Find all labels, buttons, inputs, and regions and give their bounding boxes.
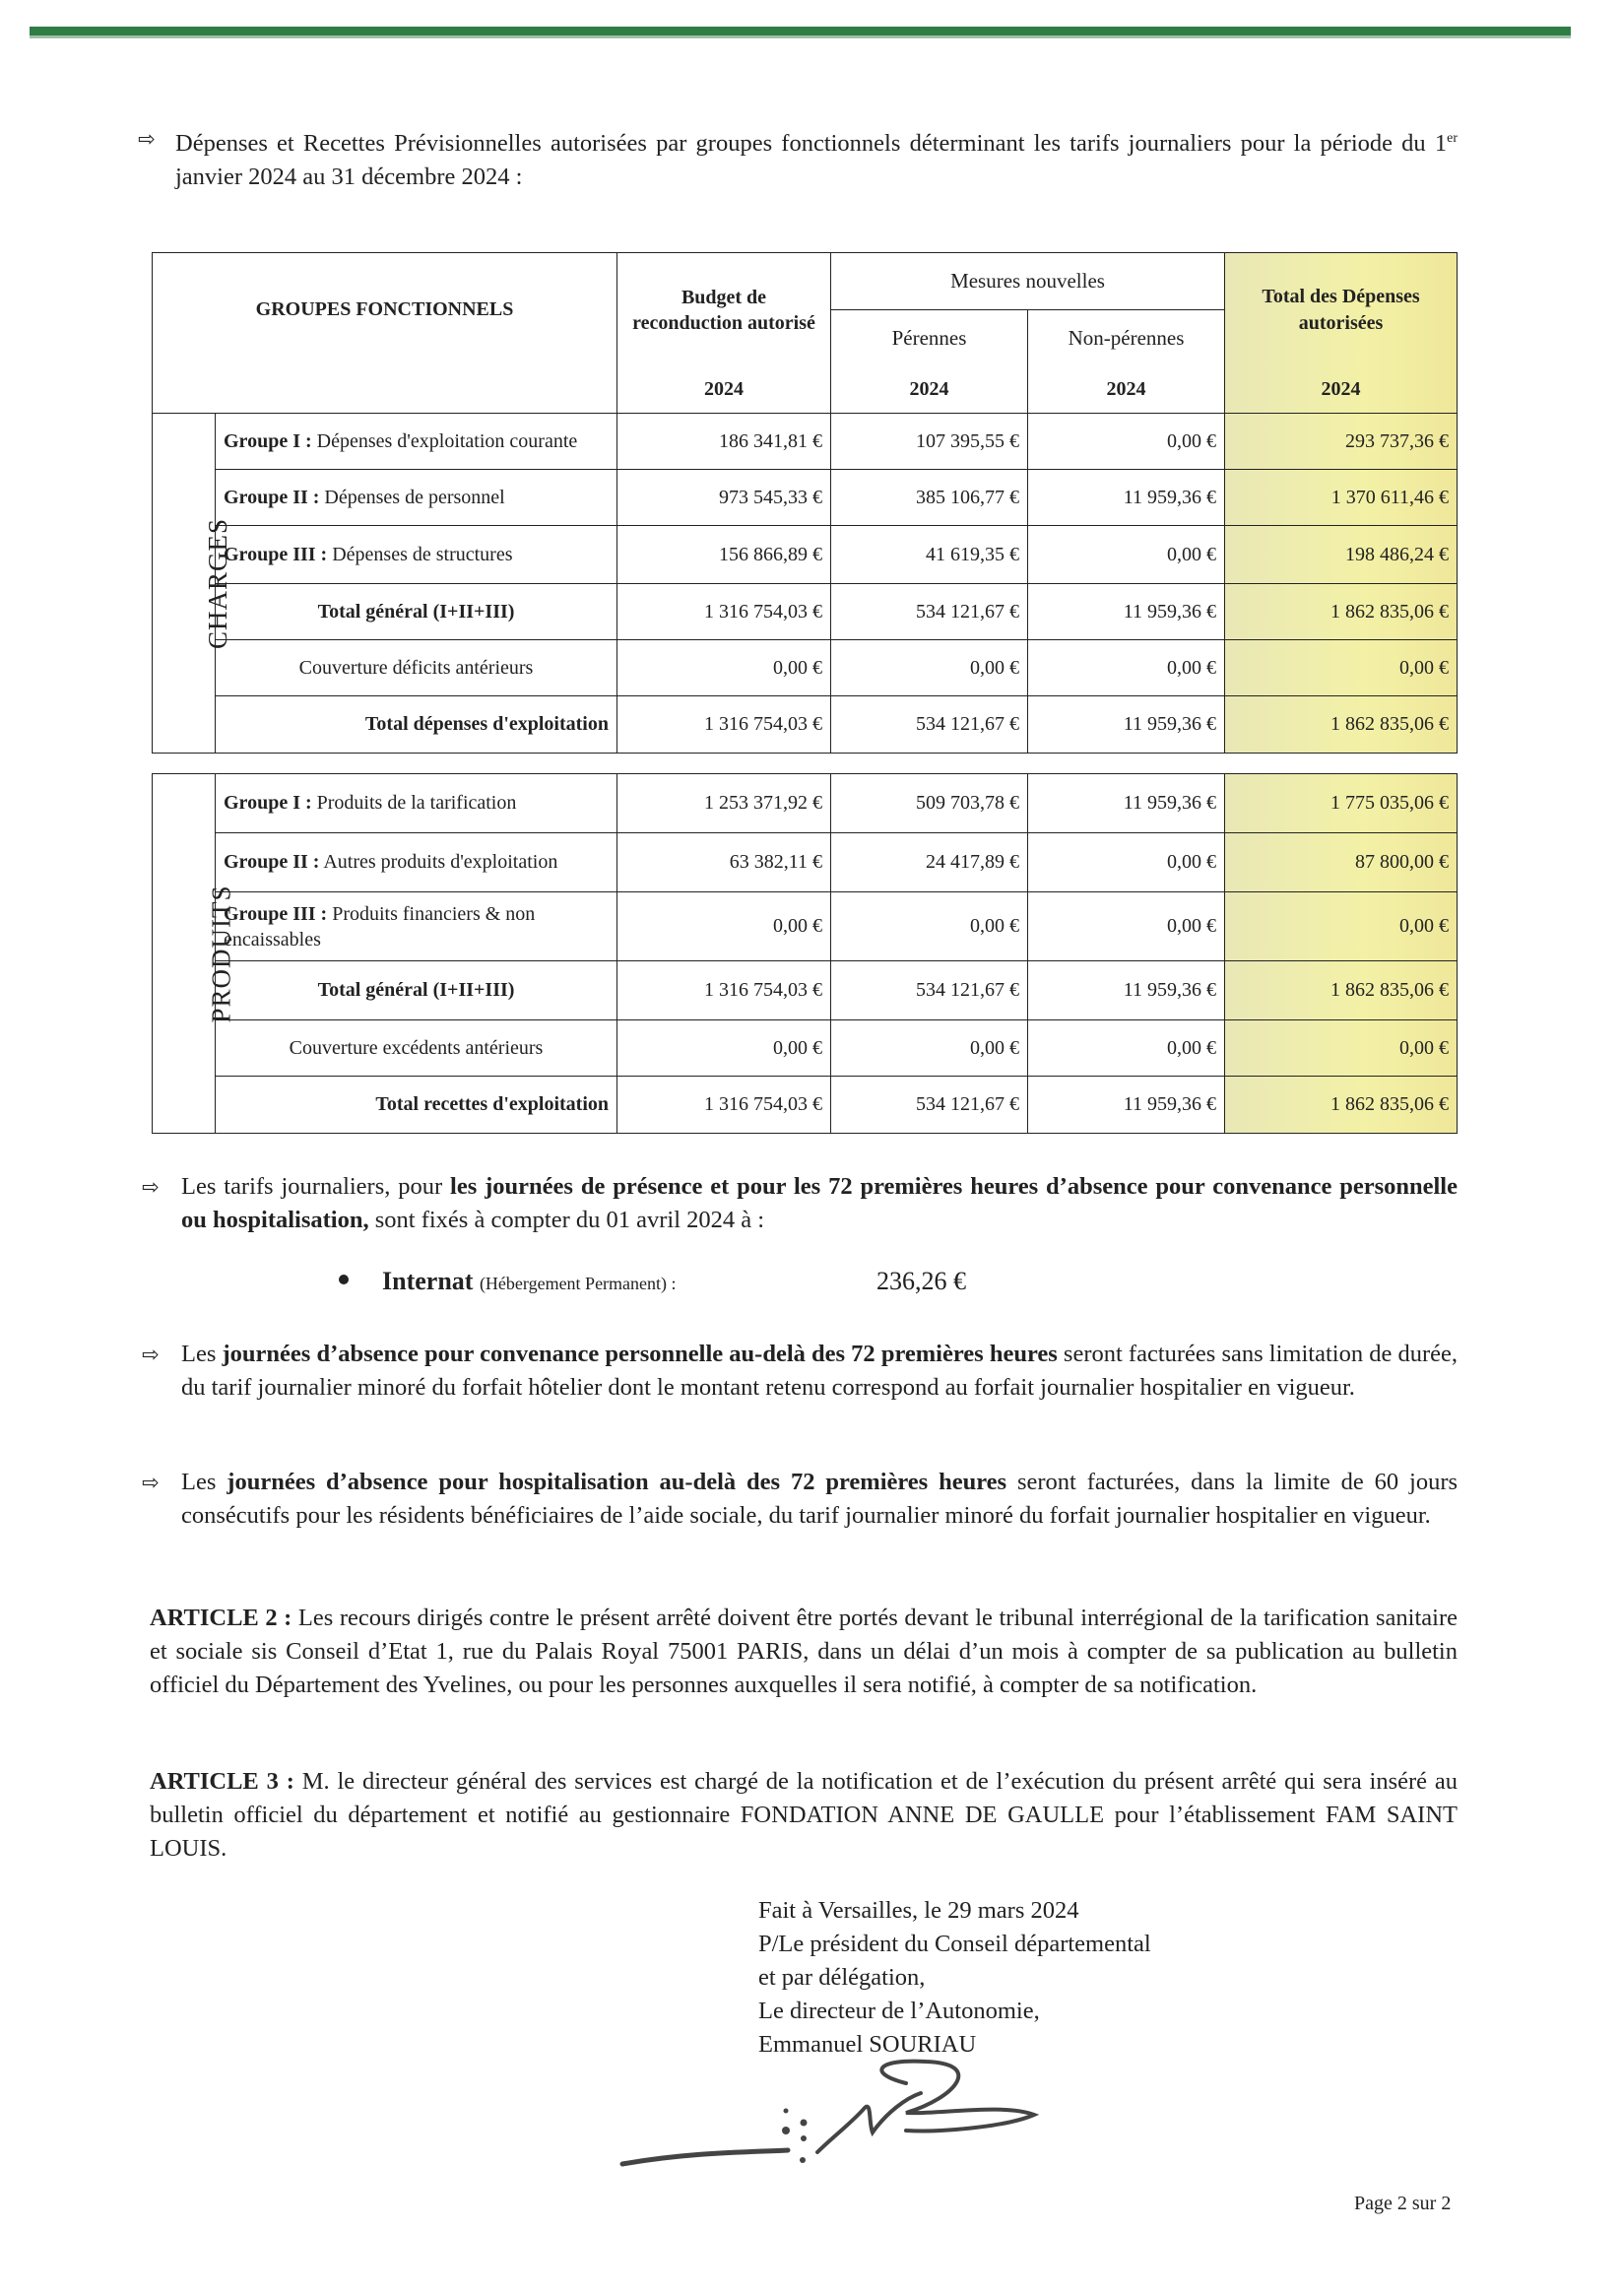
arrow-icon: ⇨ xyxy=(142,1471,160,1494)
groups-header: GROUPES FONCTIONNELS xyxy=(153,253,617,367)
arrow-icon: ⇨ xyxy=(142,1175,160,1199)
table-row: Couverture excédents antérieurs 0,00 € 0,00 € 0,00 € 0,00 € xyxy=(153,1020,1458,1077)
header-bar-shadow xyxy=(30,35,1571,38)
mesures-header: Mesures nouvelles xyxy=(831,253,1225,310)
budget-table xyxy=(152,252,1458,1134)
page-number: Page 2 sur 2 xyxy=(1354,2193,1452,2214)
budget-header: Budget de reconduction autorisé xyxy=(617,253,831,367)
arrow-icon: ⇨ xyxy=(138,127,156,151)
absence-convenance-paragraph: ⇨ Les journées d’absence pour convenance personnelle au-delà des 72 premières heures seront facturées sans limitation de durée, du tarif journalier minoré du forfait hôtelier dont le montant retenu correspond au forfait journalier hospitalier en vigueur. xyxy=(181,1338,1458,1405)
table-row: Couverture déficits antérieurs 0,00 € 0,00 € 0,00 € 0,00 € xyxy=(153,640,1458,696)
year-cell: 2024 xyxy=(617,367,831,414)
header-bar xyxy=(30,27,1571,35)
bullet-icon xyxy=(339,1275,349,1284)
table-row: Total dépenses d'exploitation 1 316 754,03 € 534 121,67 € 11 959,36 € 1 862 835,06 € xyxy=(153,696,1458,754)
article-2: ARTICLE 2 : Les recours dirigés contre le présent arrêté doivent être portés devant le tribunal interrégional de la tarification sanitaire et sociale sis Conseil d’Etat 1, rue du Palais Royal 75001 PARIS, dans un délai d’un mois à compter de sa publication au bulletin officiel du Département des Yvelines, ou pour les personnes auxquelles il sera notifié, à compter de sa notification. xyxy=(150,1605,1458,1698)
year-cell: 2024 xyxy=(1225,367,1458,414)
table-row: Groupe II : Dépenses de personnel 973 545,33 € 385 106,77 € 11 959,36 € 1 370 611,46 € xyxy=(153,470,1458,526)
article-3: ARTICLE 3 : M. le directeur général des services est chargé de la notification et de l’exécution du présent arrêté qui sera inséré au bulletin officiel du département et notifié au gestionnaire FONDATION ANNE DE GAULLE pour l’établissement FAM SAINT LOUIS. xyxy=(150,1768,1458,1862)
perennes-header: Pérennes xyxy=(831,310,1028,367)
table-row: Total général (I+II+III) 1 316 754,03 € 534 121,67 € 11 959,36 € 1 862 835,06 € xyxy=(153,961,1458,1020)
table-row: Groupe II : Autres produits d'exploitation 63 382,11 € 24 417,89 € 0,00 € 87 800,00 € xyxy=(153,833,1458,892)
handwritten-signature xyxy=(611,2054,1044,2177)
table-row: Total général (I+II+III) 1 316 754,03 € 534 121,67 € 11 959,36 € 1 862 835,06 € xyxy=(153,584,1458,640)
table-row: Total recettes d'exploitation 1 316 754,03 € 534 121,67 € 11 959,36 € 1 862 835,06 € xyxy=(153,1077,1458,1134)
produits-label: PRODUITS xyxy=(153,774,216,1134)
internat-value: 236,26 € xyxy=(876,1267,966,1295)
years-row xyxy=(153,367,1458,414)
non-perennes-header: Non-pérennes xyxy=(1028,310,1225,367)
table-row: PRODUITS Groupe I : Produits de la tarification 1 253 371,92 € 509 703,78 € 11 959,36 € 1 775 035,06 € xyxy=(153,774,1458,833)
table-header-row xyxy=(153,253,1458,310)
charges-label: CHARGES xyxy=(153,414,216,754)
arrow-icon: ⇨ xyxy=(142,1343,160,1366)
signature-block: Fait à Versailles, le 29 mars 2024 P/Le président du Conseil départemental et par délégation, Le directeur de l’Autonomie, Emmanuel SOURIAU xyxy=(758,1897,1151,2058)
table-row: Groupe III : Produits financiers & non encaissables 0,00 € 0,00 € 0,00 € 0,00 € xyxy=(153,892,1458,961)
intro-paragraph: ⇨ Dépenses et Recettes Prévisionnelles autorisées par groupes fonctionnels déterminant les tarifs journaliers pour la période du 1er janvier 2024 au 31 décembre 2024 : xyxy=(175,122,1458,194)
table-row: Groupe III : Dépenses de structures 156 866,89 € 41 619,35 € 0,00 € 198 486,24 € xyxy=(153,526,1458,584)
absence-hospitalisation-paragraph: ⇨ Les journées d’absence pour hospitalisation au-delà des 72 premières heures seront facturées, dans la limite de 60 jours consécutifs pour les résidents bénéficiaires de l’aide sociale, du tarif journalier minoré du forfait journalier hospitalier en vigueur. xyxy=(181,1466,1458,1533)
year-cell: 2024 xyxy=(831,367,1028,414)
total-header: Total des Dépenses autorisées xyxy=(1225,253,1458,367)
tarifs-paragraph: ⇨ Les tarifs journaliers, pour les journées de présence et pour les 72 premières heures d’absence pour convenance personnelle ou hospitalisation, sont fixés à compter du 01 avril 2024 à : xyxy=(181,1170,1458,1237)
table-row: CHARGES Groupe I : Dépenses d'exploitation courante 186 341,81 € 107 395,55 € 0,00 € 293 737,36 € xyxy=(153,414,1458,470)
year-cell: 2024 xyxy=(1028,367,1225,414)
